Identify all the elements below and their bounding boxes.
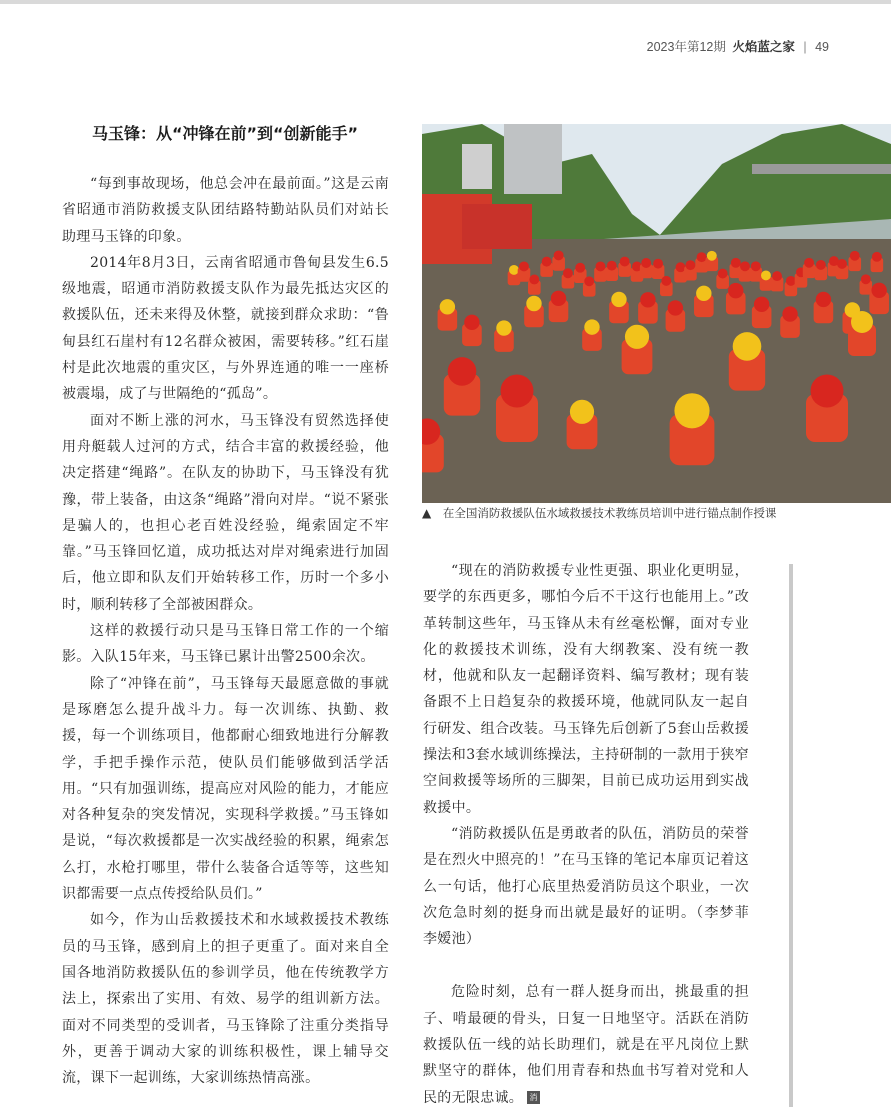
article-title: 马玉锋：从“冲锋在前”到“创新能手” xyxy=(92,124,359,143)
paragraph: 面对不断上涨的河水，马玉锋没有贸然选择使用舟艇载人过河的方式，结合丰富的救援经验，他决定搭建“绳路”。在队友的协助下，马玉锋没有犹豫，带上装备，由这条“绳路”滑向对岸。“说不紧张是骗人的，也担心老百姓没经验，绳索固定不牢靠。”马玉锋回忆道，成功抵达对岸对绳索进行加固后，他立即和队友们开始转移工作，历时一个多小时，顺利转移了全部被困群众。 xyxy=(62,412,389,613)
photo-caption xyxy=(422,505,891,521)
column-side-bar xyxy=(789,564,793,1107)
page-number: 49 xyxy=(815,40,829,54)
paragraph: 如今，作为山岳救援技术和水域救援技术教练员的马玉锋，感到肩上的担子更重了。面对来自全国各地消防救援队伍的参训学员，他在传统教学方法上，探索出了实用、有效、易学的组训新方法。面对不同类型的受训者，马玉锋除了注重分类指导外，更善于调动大家的训练积极性，课上辅导交流，课下一起训练，大家训练热情高涨。 xyxy=(62,912,389,1087)
caption-triangle-icon: ▲ xyxy=(422,506,432,520)
paragraph: 2014年8月3日，云南省昭通市鲁甸县发生6.5级地震，昭通市消防救援支队作为最先抵达灾区的救援队伍，还未来得及休整，就接到群众求助：“鲁甸县红石崖村有12名群众被困，需要转移。”红石崖村是此次地震的重灾区，与外界连通的唯一一座桥被震塌，成了与世隔绝的“孤岛”。 xyxy=(62,254,389,403)
paragraph: “消防救援队伍是勇敢者的队伍，消防员的荣誉是在烈火中照亮的！”在马玉锋的笔记本扉页记着这么一句话，他打心底里热爱消防员这个职业，一次次危急时刻的挺身而出就是最好的证明。（李梦菲 李嫒池） xyxy=(423,825,764,948)
paragraph: 这样的救援行动只是马玉锋日常工作的一个缩影。入队15年来，马玉锋已累计出警2500余次。 xyxy=(62,623,389,666)
left-column xyxy=(62,171,389,1091)
caption-text: 在全国消防救援队伍水域救援技术教练员培训中进行锚点制作授课 xyxy=(442,506,777,520)
paragraph: 除了“冲锋在前”，马玉锋每天最愿意做的事就是琢磨怎么提升战斗力。每一次训练、执勤、救援，每一个训练项目，他都耐心细致地进行分解教学，手把手操作示范，使队员们能够做到活学活用。“只有加强训练，提高应对风险的能力，才能应对各种复杂的突发情况，实现科学救援。”马玉锋如是说，“每次救援都是一次实战经验的积累，绳索怎么打，水枪打哪里，带什么装备合适等等，这些知识都需要一点点传授给队员们。” xyxy=(62,675,389,903)
closing-paragraph xyxy=(423,979,749,1116)
end-mark-icon: 消防 xyxy=(527,1091,540,1104)
photo-illustration xyxy=(422,124,891,503)
page-header xyxy=(647,37,829,55)
paragraph: “现在的消防救援专业性更强、职业化更明显，要学的东西更多，哪怕今后不干这行也能用上。”改革转制这些年，马玉锋从未有丝毫松懈，面对专业化的救援技术训练，没有大纲教案、没有统一教材，他就和队友一起翻译资料、编写教材；现有装备跟不上日趋复杂的救援环境，他就同队友一起自行研发、组合改装。马玉锋先后创新了5套山岳救援操法和3套水域训练操法，主持研制的一款用于狭窄空间救援等场所的三脚架，目前已成功运用到实战救援中。 xyxy=(423,563,749,816)
top-rule xyxy=(0,0,891,4)
closing-text: 危险时刻，总有一群人挺身而出，挑最重的担子、啃最硬的骨头，日复一日地坚守。活跃在消防救援队伍一线的站长助理们，就是在平凡岗位上默默坚守的群体，他们用青春和热血书写着对党和人民的无限忠诚。 xyxy=(423,984,749,1106)
right-column xyxy=(423,558,764,1116)
header-separator: | xyxy=(803,40,807,54)
issue-label: 2023年第12期 xyxy=(646,40,726,54)
magazine-name: 火焰蓝之家 xyxy=(732,40,795,54)
training-photo xyxy=(422,124,891,503)
paragraph: “每到事故现场，他总会冲在最前面。”这是云南省昭通市消防救援支队团结路特勤站队员们对站长助理马玉锋的印象。 xyxy=(62,176,389,245)
